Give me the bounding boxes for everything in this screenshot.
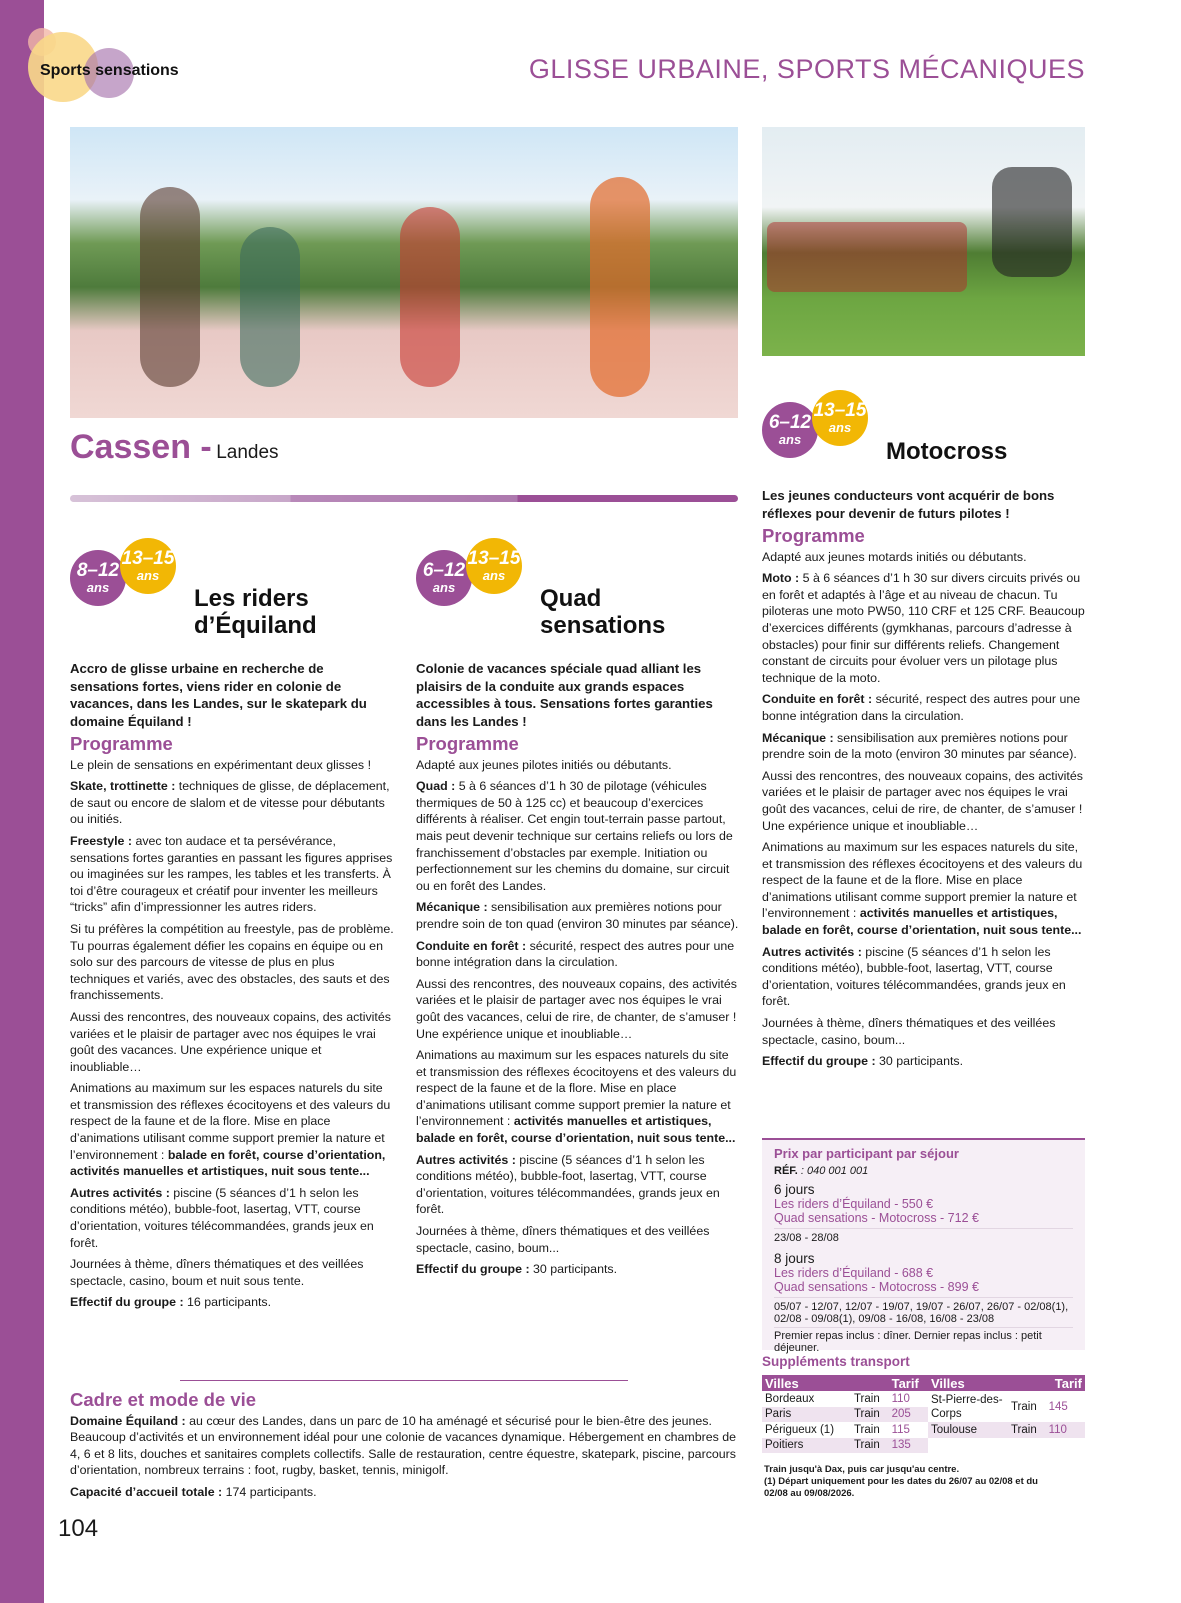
- paragraph-text: Animations au maximum sur les espaces naturels du site et transmission des réflexes écocitoyens et des valeurs du respect de la faune et de la flore. Mise en place d’animations utilisant comme support premier la nature et l’environnement :: [416, 1048, 737, 1129]
- paragraph: [762, 768, 1088, 834]
- city: Paris: [762, 1407, 851, 1423]
- duration-8: [774, 1252, 1073, 1325]
- cadre-text: [70, 1413, 742, 1501]
- age-range: 8–12: [76, 560, 120, 581]
- bold-lead: Domaine Équiland :: [70, 1413, 190, 1428]
- fare: 135: [889, 1438, 928, 1454]
- city: Poitiers: [762, 1438, 851, 1454]
- price-offer: Quad sensations - Motocross - 899 €: [774, 1280, 979, 1294]
- paragraph: [70, 1413, 742, 1479]
- fare: 145: [1048, 1400, 1068, 1413]
- paragraph-text: Journées à thème, dîners thématiques et des veillées spectacle, casino, boum et nuit sous tente.: [70, 1257, 364, 1288]
- paragraph: [416, 757, 741, 774]
- city: Toulouse: [928, 1422, 1008, 1438]
- paragraph-text: Animations au maximum sur les espaces naturels du site, et transmission des réflexes écocitoyens et des valeurs du respect de la faune et de la flore. Mise en place d’animations utilisant comme support premier la nature et l’environnement :: [762, 840, 1083, 921]
- paragraph: [762, 944, 1088, 1010]
- age-unit: ans: [828, 420, 852, 435]
- bold-text: activités manuelles et artistiques, balade en forêt, course d’orientation, nuit sous tente...: [416, 1114, 736, 1146]
- price-offer: Les riders d’Équiland - 688 €: [774, 1266, 934, 1280]
- age-badge: [416, 550, 472, 606]
- duration-label: 8 jours: [774, 1251, 815, 1266]
- paragraph: [416, 1047, 741, 1147]
- paragraph: [762, 570, 1088, 686]
- paragraph: [70, 921, 395, 1004]
- stay-title: Les riders d’Équiland: [194, 585, 317, 639]
- paragraph-text: sensibilisation aux premières notions pour prendre soin de ton quad (environ 30 minutes par séance).: [416, 900, 739, 931]
- dates: 05/07 - 12/07, 12/07 - 19/07, 19/07 - 26/07, 26/07 - 02/08(1), 02/08 - 09/08(1), 09/08 - 16/08, 16/08 - 23/08: [774, 1297, 1073, 1325]
- paragraph: [70, 1009, 395, 1075]
- paragraph-text: sensibilisation aux premières notions pour prendre soin de la moto (environ 30 minutes par séance).: [762, 730, 1077, 762]
- paragraph-text: avec ton audace et ta persévérance, sensations fortes garanties en passant les figures apprises ou imaginées sur les rampes, les tables et les transferts. À toi d’être courageux et créatif pour inventer les meilleurs “tricks” afin d’impressionner les autres riders.: [70, 833, 393, 915]
- paragraph: [762, 839, 1088, 939]
- age-range: 6–12: [768, 412, 812, 433]
- col-header: Tarif: [1046, 1375, 1085, 1391]
- age-range: 13–15: [813, 400, 867, 421]
- bold-lead: Mécanique :: [762, 730, 838, 745]
- paragraph-text: sécurité, respect des autres pour une bonne intégration dans la circulation.: [416, 938, 735, 970]
- paragraph: [70, 757, 395, 774]
- paragraph-text: piscine (5 séances d’1 h selon les conditions météo), bubble-foot, lasertag, VTT, course d’orientation, voitures télécommandées, grands jeux en forêt.: [70, 1185, 374, 1250]
- meals-note: Premier repas inclus : dîner. Dernier repas inclus : petit déjeuner.: [774, 1327, 1073, 1354]
- town: Cassen -: [70, 428, 212, 466]
- section-label: Sports sensations: [40, 62, 179, 79]
- price-offer: Quad sensations - Motocross - 712 €: [774, 1211, 979, 1225]
- dates: 23/08 - 28/08: [774, 1228, 1073, 1244]
- bold-lead: Effectif du groupe :: [416, 1262, 534, 1277]
- bold-lead: Conduite en forêt :: [416, 938, 530, 953]
- paragraph: [70, 1080, 395, 1180]
- bold-lead: Autres activités :: [762, 944, 866, 959]
- motocross-photo: [762, 127, 1085, 356]
- mode: Train: [851, 1438, 889, 1454]
- transport-heading: Suppléments transport: [762, 1354, 910, 1369]
- divider-bar: [70, 495, 738, 502]
- duration-label: 6 jours: [774, 1182, 815, 1197]
- mode: Train: [1008, 1422, 1046, 1438]
- duration-6: [774, 1183, 1073, 1244]
- age-unit: ans: [778, 432, 802, 447]
- fare: 115: [891, 1423, 910, 1436]
- city: Périgueux (1): [765, 1423, 835, 1436]
- paragraph: [416, 1261, 741, 1278]
- paragraph-text: Adapté aux jeunes pilotes initiés ou débutants.: [416, 757, 672, 772]
- fare: 205: [889, 1407, 928, 1423]
- stay-intro: Les jeunes conducteurs vont acquérir de bons réflexes pour devenir de futurs pilotes !: [762, 488, 1055, 521]
- paragraph: [70, 1294, 395, 1311]
- bold-lead: Quad :: [416, 779, 459, 794]
- transport-notes: [764, 1464, 1064, 1500]
- age-unit: ans: [432, 580, 456, 595]
- paragraph: [762, 730, 1088, 763]
- mode: Train: [1010, 1400, 1037, 1413]
- bold-text: balade en forêt, course d’orientation, activités manuelles et artistiques, nuit sous tente...: [70, 1147, 386, 1179]
- paragraph-text: piscine (5 séances d’1 h selon les conditions météo), bubble-foot, lasertag, VTT, course d’orientation, voitures télécommandées, grands jeux en forêt.: [762, 944, 1066, 1009]
- age-badge: [812, 390, 868, 446]
- programme-text: [762, 549, 1088, 1070]
- bold-lead: Freestyle :: [70, 833, 136, 848]
- paragraph-text: Aussi des rencontres, des nouveaux copains, des activités variées et le plaisir de partager avec nos équipes le vrai goût des vacances, celui de rire, de chanter, de s’amuser ! Une expérience unique et inoubliable…: [416, 976, 737, 1041]
- transport-note: Train jusqu'à Dax, puis car jusqu'au centre.: [764, 1464, 960, 1475]
- stay-column: [762, 487, 1088, 1075]
- bold-lead: Autres activités :: [416, 1152, 520, 1167]
- ref-value: : 040 001 001: [797, 1165, 869, 1177]
- age-range: 13–15: [121, 548, 175, 569]
- programme-heading: Programme: [416, 733, 519, 754]
- paragraph-text: Journées à thème, dîners thématiques et des veillées spectacle, casino, boum...: [762, 1016, 1056, 1047]
- col-header: Villes: [762, 1375, 851, 1391]
- paragraph: [416, 899, 741, 932]
- page-title: GLISSE URBAINE, SPORTS MÉCANIQUES: [528, 54, 1085, 84]
- bold-lead: Moto :: [762, 571, 803, 586]
- paragraph: [416, 1152, 741, 1218]
- paragraph-text: 30 participants.: [533, 1262, 618, 1277]
- paragraph-text: sécurité, respect des autres pour une bonne intégration dans la circulation.: [762, 692, 1081, 723]
- paragraph-text: Aussi des rencontres, des nouveaux copains, des activités variées et le plaisir de partager avec nos équipes le vrai goût des vacances. Une expérience unique et inoubliable…: [70, 1009, 391, 1074]
- page-number: 104: [58, 1515, 99, 1542]
- age-badge: [70, 550, 126, 606]
- side-strip: [0, 0, 44, 1603]
- bold-lead: Effectif du groupe :: [762, 1054, 880, 1069]
- age-unit: ans: [482, 568, 506, 583]
- bold-lead: Conduite en forêt :: [762, 692, 876, 707]
- region: Landes: [216, 442, 279, 463]
- fare: 110: [1046, 1422, 1085, 1438]
- bold-lead: Mécanique :: [416, 900, 492, 915]
- age-badge: [762, 402, 818, 458]
- location-title: [70, 428, 279, 467]
- cadre-section: [70, 1386, 742, 1506]
- paragraph-text: Si tu préfères la compétition au freestyle, pas de problème. Tu pourras également défier les copains en équipe ou en solo sur des parcours de vitesse de plus en plus techniques et variés, avec des obstacles, des sauts et des franchissements.: [70, 921, 394, 1003]
- bold-lead: Capacité d’accueil totale :: [70, 1484, 226, 1499]
- paragraph-text: au cœur des Landes, dans un parc de 10 ha aménagé et sécurisé pour le bien-être des jeunes. Beaucoup d’activités et un environnement idéal pour une colonie de vacances dynamique. Hébergement en chambres de 4, 6 et 8 lits, douches et sanitaires complets collectifs. Salle de restauration, centre équestre, skatepark, piscine, parcours d’orientation, nombreux terrains : foot, rugby, basket, tennis, minigolf.: [70, 1413, 737, 1478]
- skatepark-photo: [70, 127, 738, 418]
- paragraph: [762, 691, 1088, 724]
- fare: 110: [891, 1392, 910, 1405]
- cadre-heading: Cadre et mode de vie: [70, 1389, 257, 1410]
- price-offer: Les riders d’Équiland - 550 €: [774, 1197, 934, 1211]
- paragraph: [70, 1185, 395, 1251]
- paragraph-text: Aussi des rencontres, des nouveaux copains, des activités variées et le plaisir de partager avec nos équipes le vrai goût des vacances, celui de rire, de chanter, de s’amuser ! Une expérience unique et inoubliable…: [762, 768, 1083, 833]
- reference: [774, 1165, 1073, 1177]
- bold-lead: Effectif du groupe :: [70, 1295, 188, 1310]
- stay-title: Quad sensations: [540, 585, 666, 639]
- mode: Train: [853, 1392, 880, 1405]
- paragraph: [70, 778, 395, 828]
- age-unit: ans: [86, 580, 110, 595]
- programme-text: [416, 757, 741, 1278]
- paragraph: [762, 549, 1088, 566]
- stay-title: Motocross: [886, 438, 1008, 465]
- programme-text: [70, 757, 395, 1311]
- paragraph-text: Le plein de sensations en expérimentant deux glisses !: [70, 757, 372, 772]
- paragraph: [70, 1484, 742, 1501]
- paragraph: [416, 1223, 741, 1256]
- stay-intro: Colonie de vacances spéciale quad alliant les plaisirs de la conduite aux grands espaces accessibles à tous. Sensations fortes garanties dans les Landes !: [416, 661, 713, 729]
- bold-lead: Autres activités :: [70, 1185, 174, 1200]
- ref-label: RÉF.: [774, 1165, 798, 1177]
- mode: Train: [851, 1407, 889, 1423]
- paragraph-text: 16 participants.: [187, 1295, 272, 1310]
- price-heading: Prix par participant par séjour: [774, 1146, 959, 1161]
- table-row: [762, 1438, 1085, 1454]
- paragraph: [70, 1256, 395, 1289]
- programme-heading: Programme: [70, 733, 173, 754]
- paragraph-text: Animations au maximum sur les espaces naturels du site et transmission des réflexes écocitoyens et des valeurs du respect de la faune et de la flore. Mise en place d’animations utilisant comme support premier la nature et l’environnement :: [70, 1081, 391, 1162]
- paragraph-text: 5 à 6 séances d’1 h 30 de pilotage (véhicules thermiques de 50 à 125 cc) et beaucoup d’exercices différents à réaliser. Cet engin tout-terrain passe partout, mais peut devenir technique sur certains reliefs ou lors de franchissement d’obstacles par exemple. Initiation ou perfectionnement sur les chemins du domaine, sur circuit ou en forêt des Landes.: [416, 779, 733, 893]
- paragraph-text: Journées à thème, dîners thématiques et des veillées spectacle, casino, boum...: [416, 1224, 710, 1255]
- paragraph: [762, 1015, 1088, 1048]
- transport-footnote: (1) Départ uniquement pour les dates du 26/07 au 02/08 et du 02/08 au 09/08/2026.: [764, 1476, 1038, 1499]
- stay-column: [416, 660, 741, 1283]
- col-header: Tarif: [889, 1375, 928, 1391]
- table-row: [762, 1422, 1085, 1438]
- paragraph: [416, 938, 741, 971]
- col-header: Villes: [928, 1375, 1008, 1391]
- paragraph-text: piscine (5 séances d’1 h selon les conditions météo), bubble-foot, lasertag, VTT, course d’orientation, voitures télécommandées, grands jeux en forêt.: [416, 1152, 720, 1217]
- paragraph-text: Adapté aux jeunes motards initiés ou débutants.: [762, 549, 1027, 564]
- bold-text: activités manuelles et artistiques, balade en forêt, course d’orientation, nuit sous tente...: [762, 906, 1082, 938]
- paragraph-text: 30 participants.: [879, 1054, 964, 1069]
- paragraph: [762, 1053, 1088, 1070]
- age-range: 13–15: [467, 548, 521, 569]
- stay-column: [70, 660, 395, 1316]
- programme-heading: Programme: [762, 525, 865, 546]
- price-box: [762, 1138, 1085, 1354]
- age-unit: ans: [136, 568, 160, 583]
- stay-intro: Accro de glisse urbaine en recherche de sensations fortes, viens rider en colonie de vacances, dans les Landes, sur le skatepark du domaine Équiland !: [70, 661, 367, 729]
- table-row: [762, 1391, 1085, 1407]
- separator-line: [180, 1380, 628, 1381]
- paragraph: [416, 976, 741, 1042]
- age-range: 6–12: [422, 560, 466, 581]
- paragraph: [70, 833, 395, 916]
- paragraph-text: 5 à 6 séances d’1 h 30 sur divers circuits privés ou en forêt et adaptés à l’âge et au niveau de chacun. Tu piloteras une moto PW50, 110 CRF et 125 CRF. Beaucoup d’exercices différents (gymkhanas, parcours d’adresse à obstacles) pour finir sur différents reliefs. Changement constant de circuits pour évoluer vers un pilotage plus technique de la moto.: [762, 571, 1085, 685]
- paragraph-text: techniques de glisse, de déplacement, de saut ou encore de slalom et de vitesse pour débutants ou initiés.: [70, 779, 390, 827]
- bold-lead: Skate, trottinette :: [70, 779, 179, 794]
- mode: Train: [853, 1423, 880, 1436]
- paragraph-text: 174 participants.: [225, 1484, 317, 1499]
- paragraph: [416, 778, 741, 894]
- age-badge: [120, 538, 176, 594]
- transport-table: [762, 1375, 1085, 1453]
- city: Bordeaux: [765, 1392, 815, 1405]
- city: St-Pierre-des-Corps: [930, 1393, 1003, 1420]
- age-badge: [466, 538, 522, 594]
